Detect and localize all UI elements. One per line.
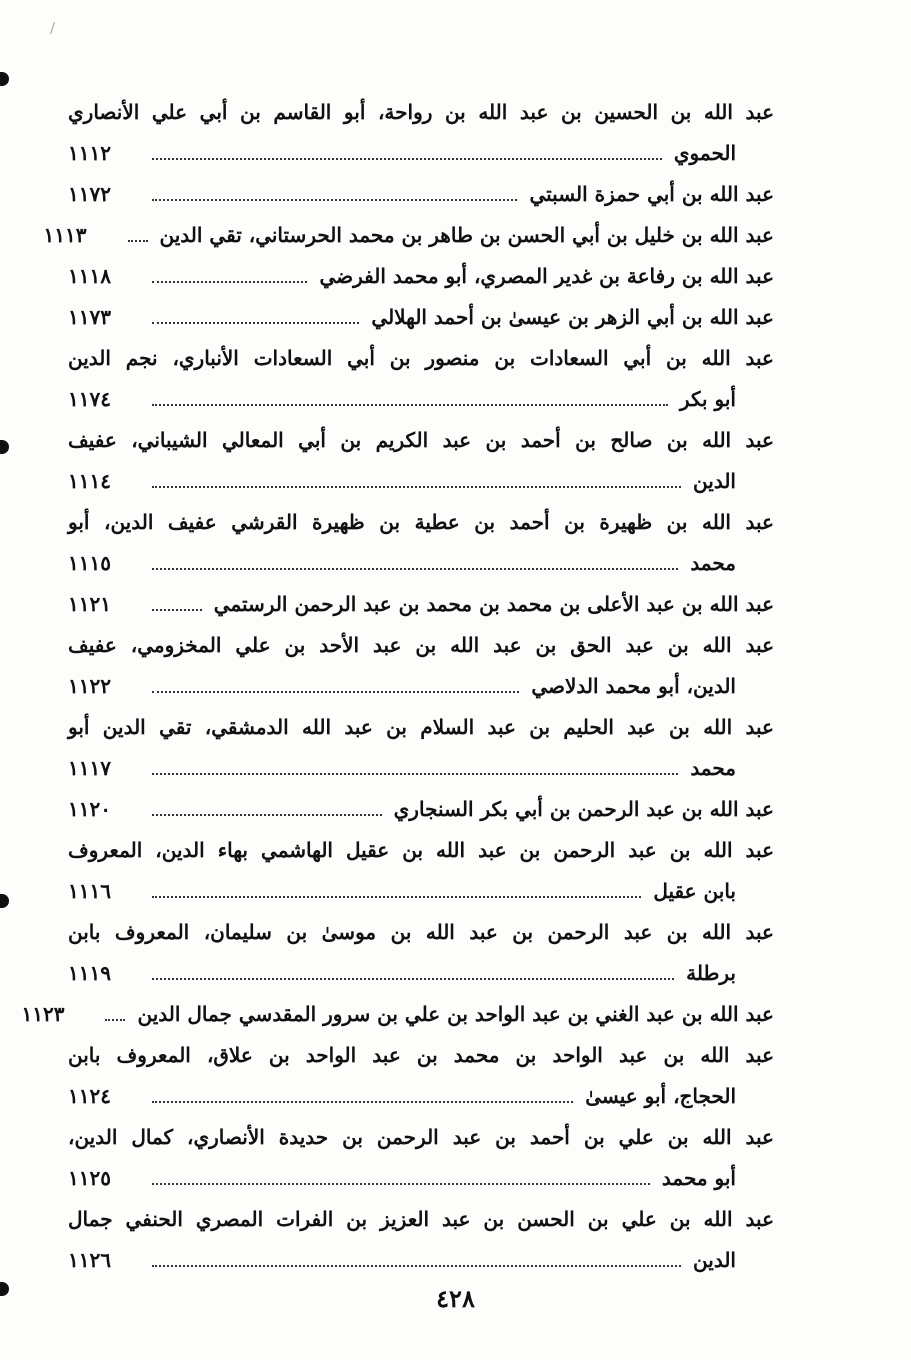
index-entry-line [68, 1199, 774, 1240]
index-entry [68, 92, 774, 174]
corner-mark [50, 22, 59, 34]
entry-name-text: أبو محمد [661, 1166, 736, 1190]
index-entry-ref-line [68, 1158, 774, 1199]
entry-name-text: أبو بكر [679, 387, 736, 411]
entry-page-number: ١١٢٠ [68, 797, 111, 821]
index-entry-line [68, 1117, 774, 1158]
index-entry-ref-line [68, 666, 774, 707]
entry-name-text: الحجاج، أبو عيسىٰ [585, 1084, 736, 1108]
entry-name-text: عبد الله بن أبي السعادات بن منصور بن أبي السعادات الأنباري، نجم الدين [68, 346, 774, 370]
index-entry [68, 584, 774, 625]
dot-leader [152, 300, 359, 324]
entry-page-number: ١١٢٦ [68, 1248, 111, 1272]
entry-name-text: عبد الله بن عبد الرحمن بن عبد الله بن موسىٰ بن سليمان، المعروف بابن [68, 920, 774, 944]
index-entry [68, 707, 774, 789]
dot-leader [152, 382, 668, 406]
entry-name-text: برطلة [686, 961, 736, 985]
index-entry-ref-line [68, 584, 774, 625]
binding-hole-mark [0, 894, 9, 908]
entry-page-number: ١١١٦ [68, 879, 111, 903]
entry-page-number: ١١١٥ [68, 551, 111, 575]
entry-name-text: الدين [693, 1248, 736, 1272]
entry-name-text: عبد الله بن علي بن الحسن بن عبد العزيز بن الفرات المصري الحنفي جمال [68, 1207, 774, 1231]
index-entry-ref-line [68, 256, 774, 297]
entry-page-number: ١١١٩ [68, 961, 111, 985]
index-entry-ref-line [68, 133, 774, 174]
index-entry-line [68, 625, 774, 666]
binding-hole-mark [0, 440, 9, 454]
index-entry [68, 912, 774, 994]
entry-name-text: عبد الله بن أبي حمزة السبتي [529, 182, 774, 206]
entry-page-number: ١١٧٤ [68, 387, 111, 411]
dot-leader [152, 751, 678, 775]
entry-page-number: ١١٢٢ [68, 674, 111, 698]
index-entry [43, 215, 774, 256]
index-entry-ref-line [68, 379, 774, 420]
index-entry-ref-line [68, 174, 774, 215]
index-entry-ref-line [68, 1076, 774, 1117]
index-entry-ref-line [21, 994, 774, 1035]
index-entry [68, 1035, 774, 1117]
index-entry [68, 789, 774, 830]
index-entry [68, 625, 774, 707]
index-entry-line [68, 1035, 774, 1076]
index-entry [68, 174, 774, 215]
name-index-list [21, 92, 775, 1281]
index-entry [68, 338, 774, 420]
entry-page-number: ١١٧٢ [68, 182, 111, 206]
page-number: ٤٢٨ [436, 1284, 475, 1313]
entry-page-number: ١١٢٤ [68, 1084, 111, 1108]
entry-name-text: الحموي [673, 141, 736, 165]
entry-page-number: ١١١٣ [43, 223, 87, 247]
entry-name-text: الدين [693, 469, 736, 493]
entry-page-number: ١١١٢ [68, 141, 111, 165]
entry-name-text: عبد الله بن رفاعة بن غدير المصري، أبو محمد الفرضي [319, 264, 774, 288]
index-entry-ref-line [68, 543, 774, 584]
index-entry-ref-line [43, 215, 774, 256]
dot-leader [152, 136, 662, 160]
entry-page-number: ١١٢١ [68, 592, 111, 616]
entry-name-text: محمد [690, 756, 736, 780]
dot-leader [152, 669, 519, 693]
index-entry-line [68, 338, 774, 379]
index-entry-ref-line [68, 461, 774, 502]
index-entry-line [68, 92, 774, 133]
dot-leader [152, 546, 678, 570]
index-entry [68, 256, 774, 297]
entry-page-number: ١١٧٣ [68, 305, 111, 329]
entry-page-number: ١١٢٣ [21, 1002, 65, 1026]
entry-page-number: ١١٢٥ [68, 1166, 111, 1190]
entry-name-text: عبد الله بن صالح بن أحمد بن عبد الكريم بن أبي المعالي الشيباني، عفيف [68, 428, 774, 452]
dot-leader [152, 587, 202, 611]
index-entry-ref-line [68, 748, 774, 789]
entry-name-text: عبد الله بن عبد الواحد بن محمد بن عبد الواحد بن علاق، المعروف بابن [68, 1043, 774, 1067]
entry-name-text: عبد الله بن عبد الغني بن عبد الواحد بن علي بن سرور المقدسي جمال الدين [137, 1002, 774, 1026]
index-entry-ref-line [68, 871, 774, 912]
index-entry-line [68, 420, 774, 461]
entry-name-text: الدين، أبو محمد الدلاصي [531, 674, 736, 698]
index-entry-ref-line [68, 1240, 774, 1281]
entry-name-text: عبد الله بن عبد الحليم بن عبد السلام بن عبد الله الدمشقي، تقي الدين أبو [68, 715, 774, 739]
index-entry-line [68, 830, 774, 871]
index-entry-ref-line [68, 953, 774, 994]
dot-leader [152, 259, 307, 283]
entry-name-text: عبد الله بن خليل بن أبي الحسن بن طاهر بن محمد الحرستاني، تقي الدين [159, 223, 774, 247]
dot-leader [152, 956, 674, 980]
index-entry-line [68, 912, 774, 953]
dot-leader [152, 1243, 681, 1267]
dot-leader [152, 1079, 573, 1103]
index-entry-ref-line [68, 297, 774, 338]
dot-leader [152, 177, 517, 201]
entry-name-text: عبد الله بن أبي الزهر بن عيسىٰ بن أحمد الهلالي [371, 305, 774, 329]
index-entry [68, 420, 774, 502]
index-entry-line [68, 502, 774, 543]
dot-leader [152, 874, 641, 898]
index-entry [68, 297, 774, 338]
index-entry [68, 502, 774, 584]
entry-name-text: عبد الله بن الحسين بن عبد الله بن رواحة، أبو القاسم بن أبي علي الأنصاري [68, 100, 774, 124]
index-entry [68, 830, 774, 912]
dot-leader [152, 464, 681, 488]
index-entry [21, 994, 774, 1035]
entry-page-number: ١١١٨ [68, 264, 111, 288]
binding-hole-mark [0, 72, 9, 86]
entry-name-text: عبد الله بن عبد الحق بن عبد الله بن عبد الأحد بن علي المخزومي، عفيف [68, 633, 774, 657]
index-entry-ref-line [68, 789, 774, 830]
entry-name-text: عبد الله بن عبد الرحمن بن عبد الله بن عقيل الهاشمي بهاء الدين، المعروف [68, 838, 775, 862]
index-entry-line [68, 707, 774, 748]
entry-page-number: ١١١٧ [68, 756, 111, 780]
entry-name-text: عبد الله بن عبد الأعلى بن محمد بن محمد بن عبد الرحمن الرستمي [213, 592, 774, 616]
entry-name-text: عبد الله بن علي بن أحمد بن عبد الرحمن بن حديدة الأنصاري، كمال الدين، [68, 1125, 774, 1149]
entry-name-text: محمد [690, 551, 736, 575]
entry-name-text: عبد الله بن ظهيرة بن أحمد بن عطية بن ظهيرة القرشي عفيف الدين، أبو [68, 510, 774, 534]
index-entry [68, 1117, 774, 1199]
entry-page-number: ١١١٤ [68, 469, 111, 493]
index-entry [68, 1199, 774, 1281]
dot-leader [128, 218, 148, 242]
dot-leader [152, 1161, 650, 1185]
entry-name-text: بابن عقيل [653, 879, 736, 903]
dot-leader [152, 792, 382, 816]
dot-leader [105, 997, 125, 1021]
entry-name-text: عبد الله بن عبد الرحمن بن أبي بكر السنجاري [393, 797, 774, 821]
